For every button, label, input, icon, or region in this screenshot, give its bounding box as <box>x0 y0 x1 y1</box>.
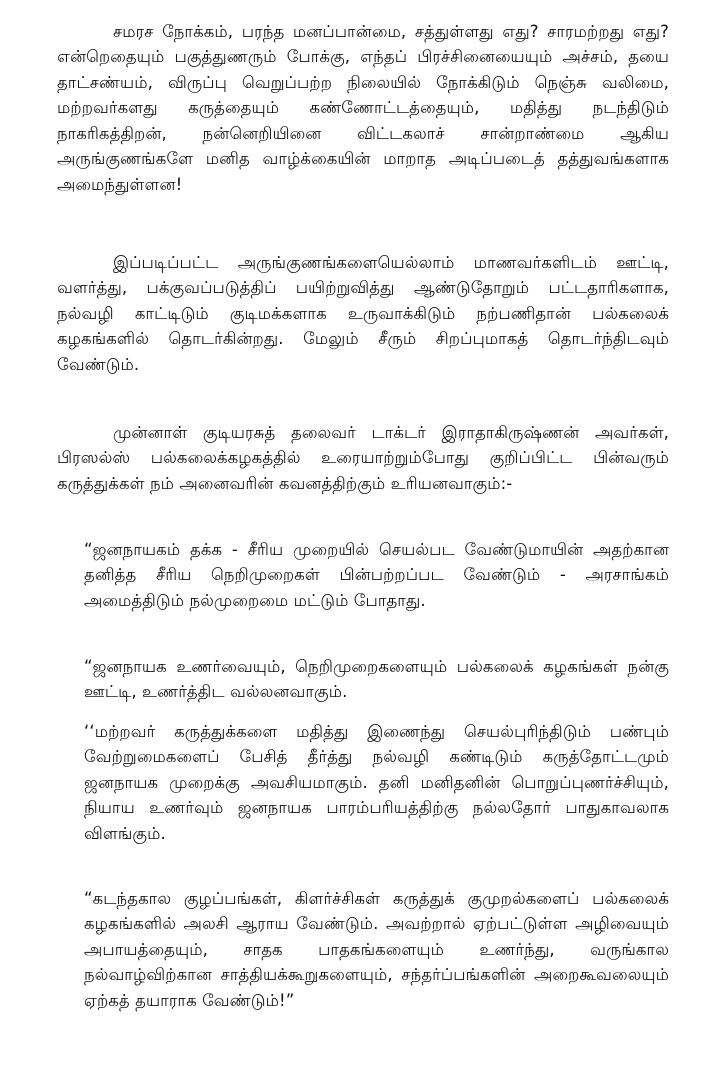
paragraph-universities: இப்படிப்பட்ட அருங்குணங்களையெல்லாம் மாணவர்களிடம் ஊட்டி, வளர்த்து, பக்குவப்படுத்திப் பயிற்றுவித்து ஆண்டுதோறும் பட்டதாரிகளாக, நல்வழி காட்டிடும் குடிமக்களாக உருவாக்கிடும் நற்பணிதான் பல்கலைக் கழகங்களில் தொடர்கின்றது. மேலும் சீரும் சிறப்புமாகத் தொடர்ந்திடவும் வேண்டும். <box>57 252 669 374</box>
quote-democratic-spirit: “ஜனநாயக உணர்வையும், நெறிமுறைகளையும் பல்கலைக் கழகங்கள் நன்கு ஊட்டி, உணர்த்திட வல்லனவாகும். <box>84 656 669 702</box>
quote-democracy: “ஜனநாயகம் தக்க - சீரிய முறையில் செயல்பட வேண்டுமாயின் அதற்கான தனித்த சீரிய நெறிமுறைகள் பின்பற்றப்பட வேண்டும் - அரசாங்கம் அமைத்திடும் நல்முறைமை மட்டும் போதாது. <box>84 539 669 610</box>
paragraph-values: சமரச நோக்கம், பரந்த மனப்பான்மை, சத்துள்ளது எது? சாரமற்றது எது? என்றெதையும் பகுத்துணரும் போக்கு, எந்தப் பிரச்சினையையும் அச்சம், தயை தாட்சண்யம், விருப்பு வெறுப்பற்ற நிலையில் நோக்கிடும் நெஞ்சு வலிமை, மற்றவர்களது கருத்தையும் கண்ணோட்டத்தையும், மதித்து நடந்திடும் நாகரிகத்திறன், நன்னெறியினை விட்டகலாச் சான்றாண்மை ஆகிய அருங்குணங்களே மனித வாழ்க்கையின் மாறாத அடிப்படைத் தத்துவங்களாக அமைந்துள்ளன! <box>57 21 669 195</box>
paragraph-radhakrishnan: முன்னாள் குடியரசுத் தலைவர் டாக்டர் இராதாகிருஷ்ணன் அவர்கள், பிரஸல்ஸ் பல்கலைக்கழகத்தில் உரையாற்றும்போது குறிப்பிட்ட பின்வரும் கருத்துக்கள் நம் அனைவரின் கவனத்திற்கும் உரியனவாகும்:- <box>57 422 669 493</box>
quote-past-turmoil: “கடந்தகால குழப்பங்கள், கிளர்ச்சிகள் கருத்துக் குமுறல்களைப் பல்கலைக் கழகங்களில் அலசி ஆராய வேண்டும். அவற்றால் ஏற்பட்டுள்ள அழிவையும் அபாயத்தையும், சாதக பாதகங்களையும் உணர்ந்து, வருங்கால நல்வாழ்விற்கான சாத்தியக்கூறுகளையும், சந்தர்ப்பங்களின் அறைகூவலையும் ஏற்கத் தயாராக வேண்டும்!” <box>84 888 669 1010</box>
quote-respect-opinions: ‘‘மற்றவர் கருத்துக்களை மதித்து இணைந்து செயல்புரிந்திடும் பண்பும் வேற்றுமைகளைப் பேசித் தீர்த்து நல்வழி கண்டிடும் கருத்தோட்டமும் ஜனநாயக முறைக்கு அவசியமாகும். தனி மனிதனின் பொறுப்புணர்ச்சியும், நியாய உணர்வும் ஜனநாயக பாரம்பரியத்திற்கு நல்லதோர் பாதுகாவலாக விளங்கும். <box>84 721 669 843</box>
